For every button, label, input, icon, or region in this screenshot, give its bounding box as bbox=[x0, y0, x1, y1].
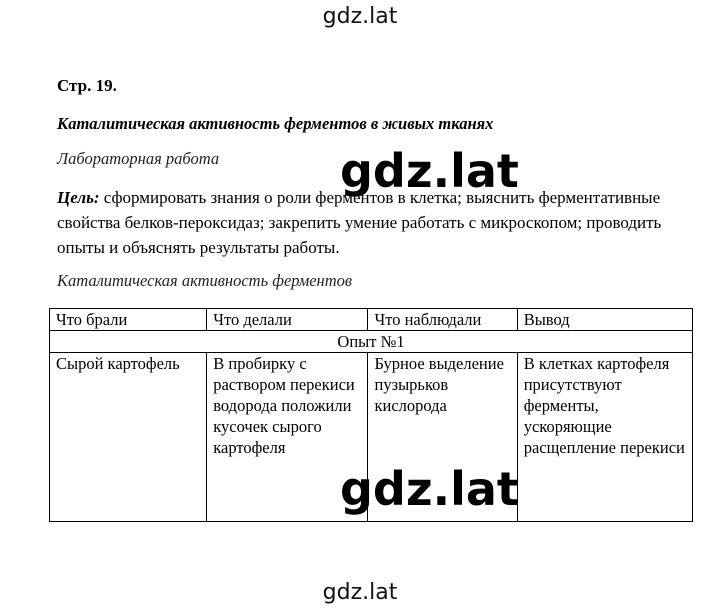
page-subheading: Лабораторная работа bbox=[57, 149, 220, 168]
experiment-row bbox=[50, 331, 693, 353]
cell-done: В пробирку с раствором перекиси водорода положили кусочек сырого картофеля bbox=[207, 353, 368, 522]
header-observed: Что наблюдали bbox=[368, 309, 517, 331]
watermark-overlay-2: gdz.lat bbox=[340, 462, 519, 516]
goal-label: Цель: bbox=[57, 188, 100, 207]
cell-observed: Бурное выделение пузырьков кислорода bbox=[368, 353, 517, 522]
cell-conclusion: В клетках картофеля присутствуют ферменты, ускоряющие расщепление перекиси bbox=[517, 353, 692, 522]
header-done: Что делали bbox=[207, 309, 368, 331]
page-heading: Каталитическая активность ферментов в живых тканях bbox=[57, 114, 494, 133]
header-conclusion: Вывод bbox=[517, 309, 692, 331]
experiment-label: Опыт №1 bbox=[50, 331, 693, 353]
page-number: Стр. 19. bbox=[57, 76, 117, 95]
watermark-overlay-1: gdz.lat bbox=[340, 144, 519, 198]
cell-taken: Сырой картофель bbox=[50, 353, 207, 522]
table-caption: Каталитическая активность ферментов bbox=[57, 271, 353, 290]
watermark-top: gdz.lat bbox=[322, 4, 398, 29]
header-taken: Что брали bbox=[50, 309, 207, 331]
watermark-bottom: gdz.lat bbox=[322, 580, 398, 605]
table-header-row bbox=[50, 309, 693, 331]
goal-text: сформировать знания о роли ферментов в клетка; выяснить ферментативные свойства белков-пероксидаз; закрепить умение работать с микроскопом; проводить опыты и объяснять результаты работы. bbox=[57, 188, 662, 257]
